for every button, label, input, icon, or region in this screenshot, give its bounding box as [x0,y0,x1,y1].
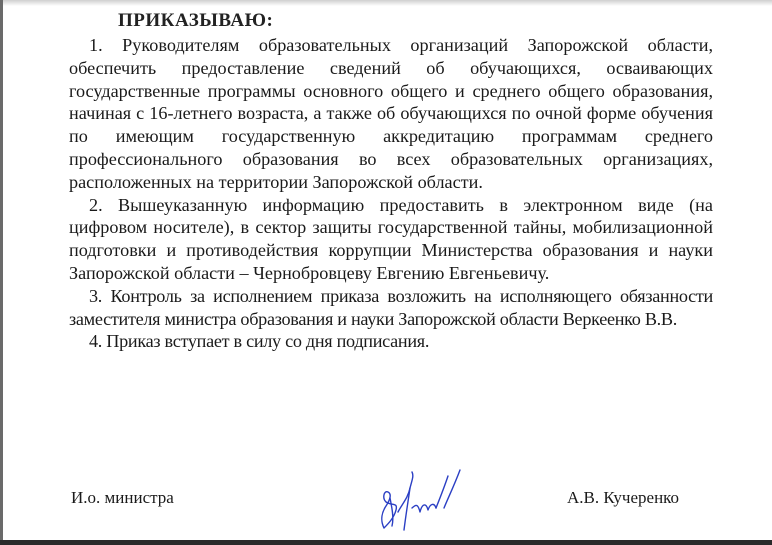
left-page-edge [0,0,3,540]
top-edge-shadow [0,0,772,6]
order-item-4: 4. Приказ вступает в силу со дня подписания. [89,331,430,352]
document-body [69,8,713,353]
signer-title: И.о. министра [71,488,174,507]
order-item-1: 1. Руководителям образовательных организаций Запорожской области, обеспечить предоставление сведений об обучающихся, осваивающих государственные программы основного общего и среднего общего образования, начиная с 16-летнего возраста, а также об обучающихся по очной форме обучения по имеющим государственную аккредитацию программам среднего профессионального образования во всех образовательных организациях, расположенных на территории Запорожской области. [69,35,713,192]
bottom-edge-bar [0,540,772,545]
order-heading: ПРИКАЗЫВАЮ: [118,10,274,31]
order-item-3: 3. Контроль за исполнением приказа возложить на исполняющего обязанности заместителя министра образования и науки Запорожской области Веркеенко В.В. [69,285,713,329]
handwritten-signature-icon [370,468,480,534]
signer-name: А.В. Кучеренко [567,488,680,507]
order-item-2: 2. Вышеуказанную информацию предоставить в электронном виде (на цифровом носителе), в сектор защиты государственной тайны, мобилизационной подготовки и противодействия коррупции Министерства образования и науки Запорожской области – Чернобровцеву Евгению Евгеньевичу. [69,194,713,283]
